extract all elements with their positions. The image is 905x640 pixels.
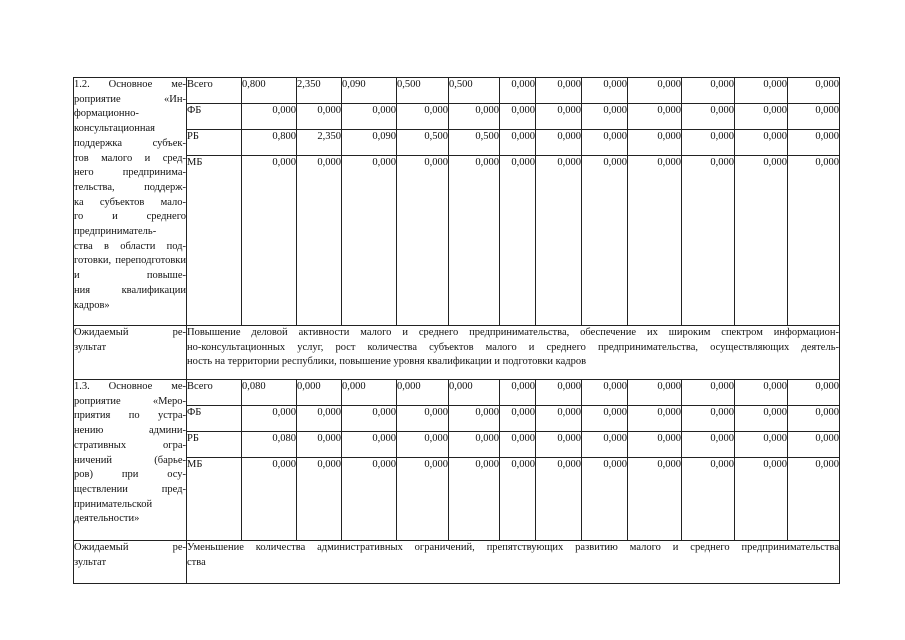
expected-result-row <box>74 326 840 380</box>
value-cell: 0,000 <box>536 432 582 458</box>
table-row <box>74 432 840 458</box>
value-cell: 0,000 <box>449 432 500 458</box>
value-cell: 0,000 <box>735 380 788 406</box>
expected-result-label-line: зультат <box>74 556 107 568</box>
value-cell: 0,000 <box>682 406 735 432</box>
value-cell: 0,000 <box>397 380 449 406</box>
expected-result-label-line: Ожидаемый ре- <box>74 327 186 338</box>
value-cell: 0,000 <box>536 156 582 326</box>
value-cell: 0,000 <box>628 380 682 406</box>
measure-name-line: поддержка субъек- <box>74 137 186 149</box>
measure-name-line: принимательской <box>74 498 153 510</box>
measure-name-line: ства в области под- <box>74 240 186 252</box>
funding-source-label: ФБ <box>187 104 242 130</box>
value-cell: 0,000 <box>788 104 840 130</box>
measure-name-line: ществлении пред- <box>74 483 186 495</box>
table-row <box>74 458 840 541</box>
value-cell: 0,000 <box>500 156 536 326</box>
value-cell: 0,090 <box>342 78 397 104</box>
value-cell: 0,080 <box>242 432 297 458</box>
measure-name-line: роприятие «Меро- <box>74 395 186 407</box>
value-cell: 0,000 <box>536 104 582 130</box>
value-cell: 0,000 <box>682 432 735 458</box>
expected-result-label <box>74 541 187 584</box>
value-cell: 0,000 <box>735 458 788 541</box>
value-cell: 0,000 <box>342 458 397 541</box>
value-cell: 0,000 <box>582 406 628 432</box>
measure-name-line: ров) при осу- <box>74 469 186 481</box>
measure-name-line: тов малого и сред- <box>74 152 186 164</box>
value-cell: 0,000 <box>682 380 735 406</box>
value-cell: 0,000 <box>682 130 735 156</box>
value-cell: 0,000 <box>536 458 582 541</box>
value-cell: 0,000 <box>449 458 500 541</box>
measure-name-line: кадров» <box>74 299 110 311</box>
value-cell: 0,000 <box>682 104 735 130</box>
value-cell: 0,000 <box>682 458 735 541</box>
value-cell: 0,500 <box>397 78 449 104</box>
value-cell: 0,000 <box>297 458 342 541</box>
value-cell: 0,000 <box>536 380 582 406</box>
funding-source-label: РБ <box>187 130 242 156</box>
value-cell: 0,090 <box>342 130 397 156</box>
expected-result-label-line: Ожидаемый ре- <box>74 542 186 553</box>
value-cell: 0,000 <box>628 78 682 104</box>
value-cell: 0,000 <box>735 130 788 156</box>
funding-source-label: Всего <box>187 380 242 406</box>
measure-name-line: него предпринима- <box>74 167 186 179</box>
value-cell: 0,000 <box>788 406 840 432</box>
value-cell: 0,000 <box>735 432 788 458</box>
value-cell: 0,000 <box>628 130 682 156</box>
measure-name-line: приятия по устра- <box>74 410 186 422</box>
table-row <box>74 156 840 326</box>
value-cell: 0,000 <box>397 156 449 326</box>
value-cell: 0,000 <box>628 432 682 458</box>
value-cell: 0,000 <box>788 458 840 541</box>
value-cell: 0,000 <box>242 458 297 541</box>
value-cell: 0,500 <box>449 130 500 156</box>
funding-source-label: Всего <box>187 78 242 104</box>
value-cell: 0,500 <box>449 78 500 104</box>
measure-name-line: ния квалификации <box>74 284 186 296</box>
expected-result-line: Повышение деловой активности малого и среднего предпринимательства, обеспечение их широким спектром информацион- <box>187 327 839 338</box>
value-cell: 0,000 <box>788 78 840 104</box>
value-cell: 0,000 <box>397 432 449 458</box>
value-cell: 0,000 <box>735 104 788 130</box>
value-cell: 0,000 <box>735 156 788 326</box>
expected-result-line: Уменьшение количества административных ограничений, препятствующих развитию малого и среднего предпринимательства <box>187 542 839 553</box>
table-row <box>74 130 840 156</box>
value-cell: 0,000 <box>500 458 536 541</box>
measure-name-line: нению админи- <box>74 425 186 437</box>
funding-source-label: РБ <box>187 432 242 458</box>
measure-name-line: тельства, поддерж- <box>74 181 186 193</box>
value-cell: 0,000 <box>297 380 342 406</box>
value-cell: 0,000 <box>342 406 397 432</box>
measure-name-line: стративных огра- <box>74 439 186 451</box>
measure-name-line: готовки, переподготовки <box>74 255 186 267</box>
value-cell: 0,000 <box>397 104 449 130</box>
value-cell: 0,000 <box>788 156 840 326</box>
value-cell: 0,000 <box>242 104 297 130</box>
table-row <box>74 380 840 406</box>
table-row <box>74 406 840 432</box>
value-cell: 0,000 <box>788 380 840 406</box>
value-cell: 0,000 <box>297 156 342 326</box>
value-cell: 0,000 <box>500 406 536 432</box>
value-cell: 0,000 <box>500 380 536 406</box>
value-cell: 0,000 <box>500 78 536 104</box>
expected-result-label-line: зультат <box>74 341 107 353</box>
value-cell: 0,000 <box>682 156 735 326</box>
value-cell: 0,000 <box>449 380 500 406</box>
expected-result-line: но-консультационных услуг, рост количества субъектов малого и среднего предпринимательства, осуществляющих деятель- <box>187 341 839 353</box>
value-cell: 0,000 <box>500 130 536 156</box>
value-cell: 0,000 <box>536 406 582 432</box>
measure-name-line: 1.2. Основное ме- <box>74 79 186 90</box>
value-cell: 0,000 <box>582 156 628 326</box>
measure-name-line: консультационная <box>74 123 155 135</box>
value-cell: 0,000 <box>536 78 582 104</box>
value-cell: 0,800 <box>242 130 297 156</box>
value-cell: 0,000 <box>735 406 788 432</box>
table-row <box>74 78 840 104</box>
funding-source-label: МБ <box>187 458 242 541</box>
measure-name-line: формационно- <box>74 108 139 120</box>
value-cell: 0,500 <box>397 130 449 156</box>
value-cell: 0,000 <box>297 432 342 458</box>
value-cell: 0,000 <box>628 406 682 432</box>
value-cell: 0,000 <box>500 432 536 458</box>
measure-name-cell <box>74 380 187 541</box>
value-cell: 0,000 <box>582 78 628 104</box>
value-cell: 0,000 <box>682 78 735 104</box>
value-cell: 0,000 <box>500 104 536 130</box>
measure-name-cell <box>74 78 187 326</box>
expected-result-line: ность на территории республики, повышение уровня квалификации и подготовки кадров <box>187 356 587 368</box>
funding-source-label: ФБ <box>187 406 242 432</box>
value-cell: 0,000 <box>628 458 682 541</box>
expected-result-text <box>187 326 840 380</box>
table-row <box>74 104 840 130</box>
value-cell: 0,000 <box>735 78 788 104</box>
expected-result-label <box>74 326 187 380</box>
value-cell: 0,000 <box>297 104 342 130</box>
value-cell: 0,000 <box>342 156 397 326</box>
value-cell: 0,000 <box>628 104 682 130</box>
expected-result-text <box>187 541 840 584</box>
value-cell: 0,000 <box>536 130 582 156</box>
budget-table <box>73 77 840 584</box>
value-cell: 0,000 <box>582 432 628 458</box>
value-cell: 0,000 <box>449 156 500 326</box>
value-cell: 0,800 <box>242 78 297 104</box>
expected-result-row <box>74 541 840 584</box>
value-cell: 0,000 <box>449 104 500 130</box>
value-cell: 0,000 <box>449 406 500 432</box>
measure-name-line: роприятие «Ин- <box>74 93 186 105</box>
value-cell: 0,000 <box>397 458 449 541</box>
measure-name-line: предприниматель- <box>74 226 157 238</box>
value-cell: 0,000 <box>342 380 397 406</box>
value-cell: 0,000 <box>242 156 297 326</box>
measure-name-line: 1.3. Основное ме- <box>74 381 186 392</box>
value-cell: 2,350 <box>297 130 342 156</box>
expected-result-line: ства <box>187 556 206 568</box>
measure-name-line: го и среднего <box>74 211 186 223</box>
value-cell: 0,000 <box>788 432 840 458</box>
measure-name-line: деятельности» <box>74 513 140 525</box>
value-cell: 0,000 <box>582 458 628 541</box>
value-cell: 0,000 <box>342 432 397 458</box>
measure-name-line: и повыше- <box>74 270 186 282</box>
value-cell: 0,000 <box>342 104 397 130</box>
funding-source-label: МБ <box>187 156 242 326</box>
value-cell: 0,000 <box>582 104 628 130</box>
value-cell: 0,000 <box>582 380 628 406</box>
value-cell: 0,000 <box>242 406 297 432</box>
value-cell: 0,000 <box>397 406 449 432</box>
value-cell: 0,000 <box>788 130 840 156</box>
measure-name-line: ка субъектов мало- <box>74 196 186 208</box>
value-cell: 2,350 <box>297 78 342 104</box>
value-cell: 0,000 <box>582 130 628 156</box>
value-cell: 0,000 <box>297 406 342 432</box>
measure-name-line: ничений (барье- <box>74 454 186 466</box>
value-cell: 0,080 <box>242 380 297 406</box>
value-cell: 0,000 <box>628 156 682 326</box>
